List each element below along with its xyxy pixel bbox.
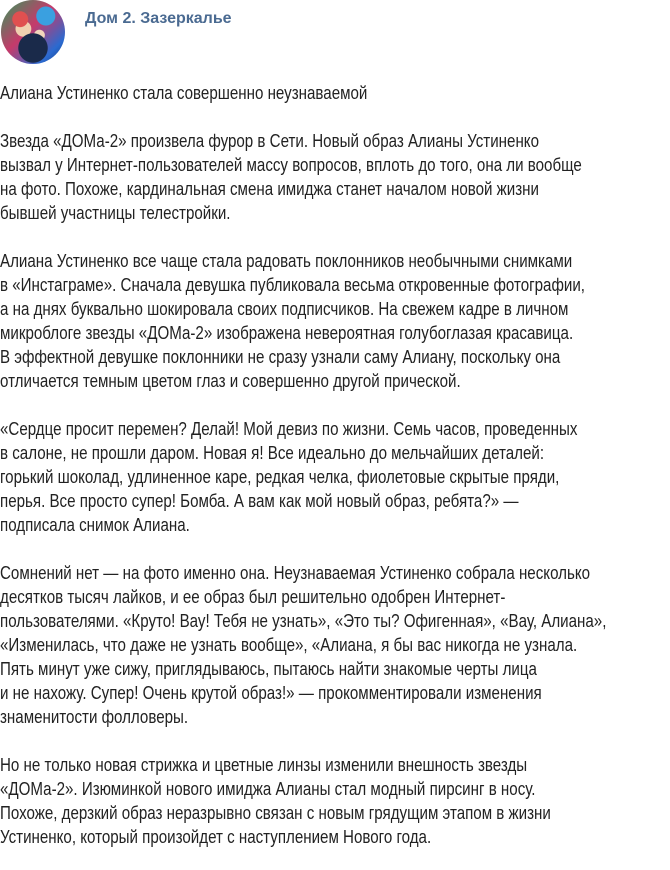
text-line-content: отличается темным цветом глаз и совершенно другой прической.	[0, 371, 461, 391]
text-line	[0, 201, 670, 225]
text-line-content: знаменитости фолловеры.	[0, 707, 189, 727]
text-line-content: в салоне, не прошли даром. Новая я! Все идеально до мельчайших деталей:	[0, 443, 545, 463]
text-line-content: Устиненко, который произойдет с наступлением Нового года.	[0, 827, 432, 847]
text-line	[0, 633, 670, 657]
paragraph-spacer	[0, 729, 670, 753]
text-line-content: Сомнений нет — на фото именно она. Неузнаваемая Устиненко собрала несколько	[0, 563, 591, 583]
paragraph-spacer	[0, 225, 670, 249]
text-line	[0, 465, 670, 489]
text-line-content: подписала снимок Алиана.	[0, 515, 190, 535]
text-line-content: «Сердце просит перемен? Делай! Мой девиз по жизни. Семь часов, проведенных	[0, 419, 578, 439]
text-line-content: бывшей участницы телестройки.	[0, 203, 231, 223]
text-line	[0, 417, 670, 441]
text-line-content: и не нахожу. Супер! Очень крутой образ!» — прокомментировали изменения	[0, 683, 542, 703]
text-line-content: в «Инстаграме». Сначала девушка публиковала весьма откровенные фотографии,	[0, 275, 585, 295]
post-header	[0, 0, 670, 66]
text-line	[0, 825, 670, 849]
text-line-content: а на днях буквально шокировала своих подписчиков. На свежем кадре в личном	[0, 299, 569, 319]
text-line	[0, 321, 670, 345]
paragraph	[0, 129, 670, 225]
text-line-content: на фото. Похоже, кардинальная смена имиджа станет началом новой жизни	[0, 179, 539, 199]
text-line	[0, 273, 670, 297]
text-line	[0, 489, 670, 513]
post-title	[0, 81, 670, 105]
paragraph-spacer	[0, 537, 670, 561]
text-line	[0, 369, 670, 393]
text-line-content: пользователями. «Круто! Вау! Тебя не узнать», «Это ты? Офигенная», «Вау, Алиана»,	[0, 611, 607, 631]
text-line	[0, 561, 670, 585]
text-line-content: микроблоге звезды «ДОМа-2» изображена невероятная голубоглазая красавица.	[0, 323, 574, 343]
text-line-content: Звезда «ДОМа-2» произвела фурор в Сети. Новый образ Алианы Устиненко	[0, 131, 539, 151]
text-line-content: вызвал у Интернет-пользователей массу вопросов, вплоть до того, она ли вообще	[0, 155, 582, 175]
text-line-content: Пять минут уже сижу, приглядываюсь, пытаюсь найти знакомые черты лица	[0, 659, 537, 679]
text-line	[0, 513, 670, 537]
text-line-content: перья. Все просто супер! Бомба. А вам как мой новый образ, ребята?» —	[0, 491, 519, 511]
text-line	[0, 177, 670, 201]
post-content	[0, 81, 670, 849]
text-line	[0, 609, 670, 633]
post-title-text: Алиана Устиненко стала совершенно неузнаваемой	[0, 83, 368, 103]
text-line	[0, 441, 670, 465]
text-line-content: В эффектной девушке поклонники не сразу узнали саму Алиану, поскольку она	[0, 347, 561, 367]
text-line	[0, 753, 670, 777]
text-line-content: Алиана Устиненко все чаще стала радовать поклонников необычными снимками	[0, 251, 573, 271]
text-line-content: горький шоколад, удлиненное каре, редкая челка, фиолетовые скрытые пряди,	[0, 467, 560, 487]
text-line	[0, 345, 670, 369]
text-line	[0, 777, 670, 801]
text-line-content: «Изменилась, что даже не узнать вообще», «Алиана, я бы вас никогда не узнала.	[0, 635, 578, 655]
paragraph	[0, 753, 670, 849]
paragraph	[0, 417, 670, 537]
text-line	[0, 681, 670, 705]
group-name-link[interactable]: Дом 2. Зазеркалье	[85, 10, 232, 27]
paragraph	[0, 561, 670, 729]
text-line	[0, 153, 670, 177]
text-line	[0, 705, 670, 729]
text-line-content: Но не только новая стрижка и цветные линзы изменили внешность звезды	[0, 755, 528, 775]
text-line	[0, 657, 670, 681]
paragraph	[0, 249, 670, 393]
text-line-content: десятков тысяч лайков, и ее образ был решительно одобрен Интернет-	[0, 587, 506, 607]
text-line-content: «ДОМа-2». Изюминкой нового имиджа Алианы стал модный пирсинг в носу.	[0, 779, 536, 799]
text-line	[0, 585, 670, 609]
text-line	[0, 801, 670, 825]
text-line	[0, 249, 670, 273]
paragraph-spacer	[0, 393, 670, 417]
text-line	[0, 129, 670, 153]
paragraph-spacer	[0, 105, 670, 129]
group-avatar[interactable]	[1, 0, 65, 64]
text-line	[0, 297, 670, 321]
text-line-content: Похоже, дерзкий образ неразрывно связан с новым грядущим этапом в жизни	[0, 803, 551, 823]
